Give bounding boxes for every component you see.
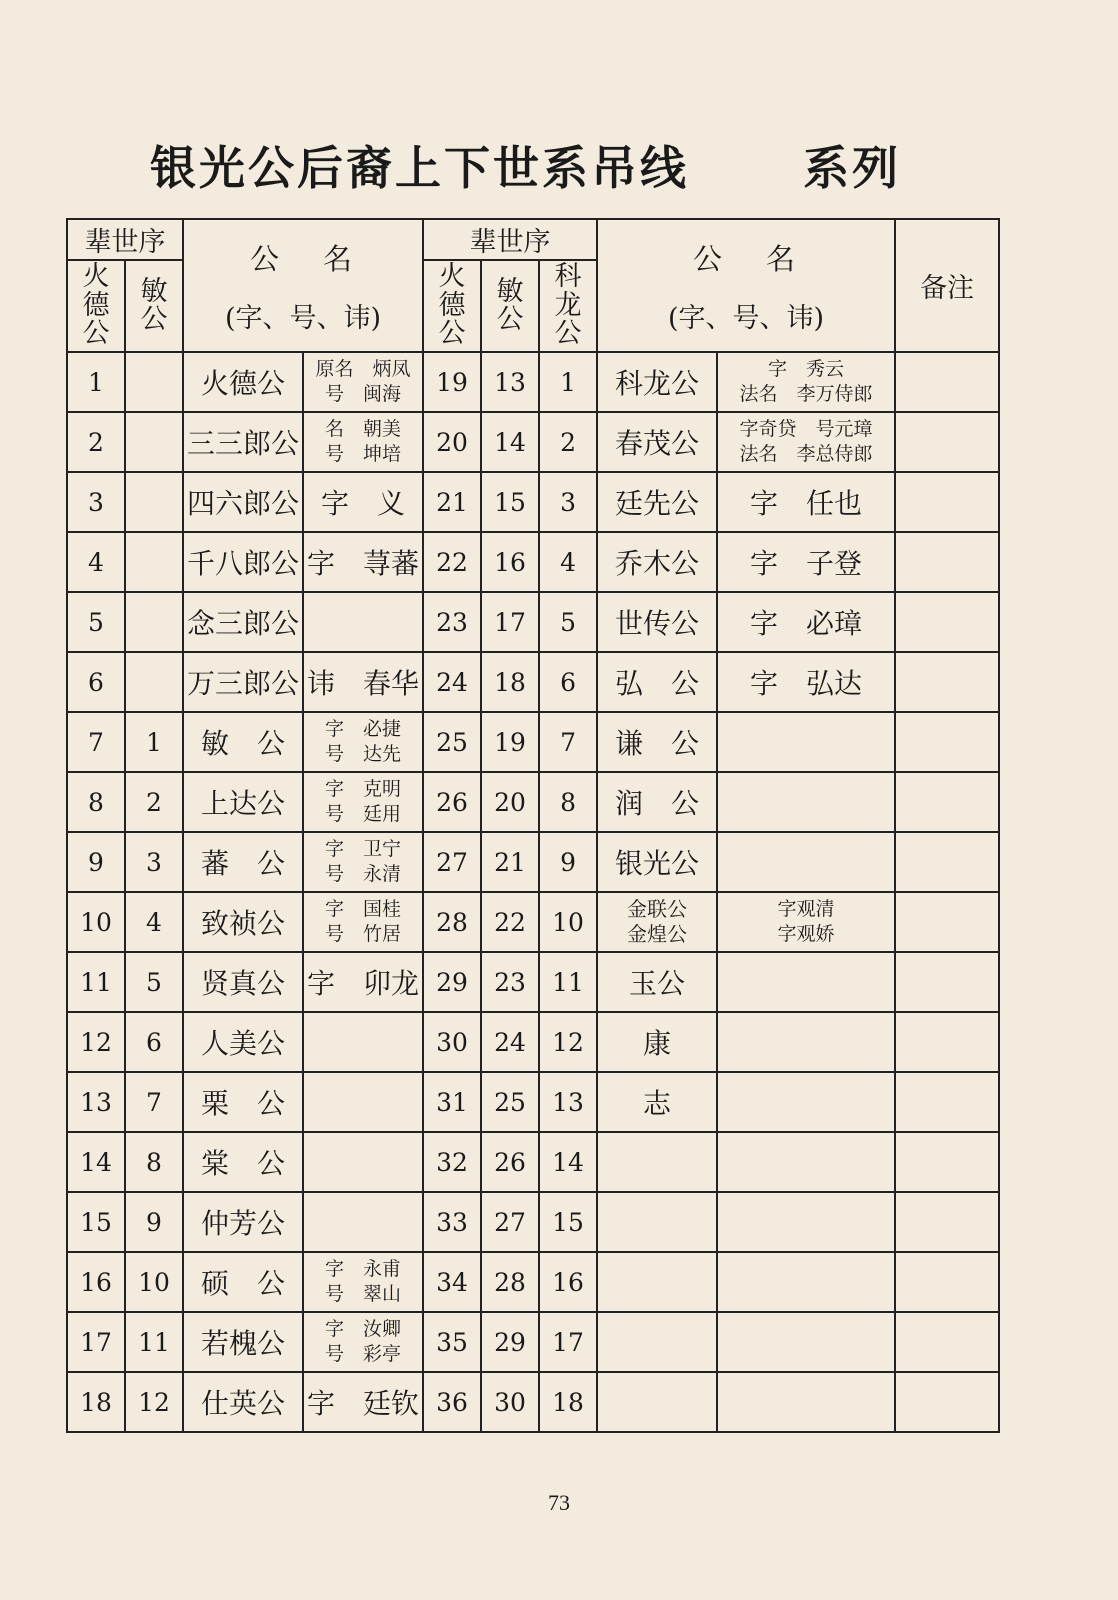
header-col-min-right [481,260,539,352]
gen-kelong-right: 15 [539,1192,597,1252]
table-row [67,892,999,952]
ancestor-alias-left: 字 永甫 号 翠山 [303,1252,423,1312]
header-col-kelong [539,260,597,352]
gen-kelong-right: 9 [539,832,597,892]
gen-huode-left: 6 [67,652,125,712]
table-row [67,1372,999,1432]
ancestor-name-left: 硕 公 [183,1252,303,1312]
gen-huode-right: 27 [423,832,481,892]
gen-min-left: 3 [125,832,183,892]
gen-kelong-right: 12 [539,1012,597,1072]
gen-min-right: 25 [481,1072,539,1132]
header-col-kelong-text: 科龙公 [554,261,582,350]
ancestor-name-right [597,1372,717,1432]
gen-kelong-right: 14 [539,1132,597,1192]
ancestor-alias-right [717,952,895,1012]
gen-min-right: 19 [481,712,539,772]
gen-min-left: 5 [125,952,183,1012]
ancestor-alias-left: 字 廷钦 [303,1372,423,1432]
remarks-cell [895,1252,999,1312]
gen-huode-left: 2 [67,412,125,472]
gen-huode-right: 21 [423,472,481,532]
header-name-right-title: 公名 [693,241,840,276]
gen-kelong-right: 16 [539,1252,597,1312]
gen-kelong-right: 3 [539,472,597,532]
ancestor-alias-right: 字 必璋 [717,592,895,652]
gen-huode-right: 34 [423,1252,481,1312]
gen-min-left [125,532,183,592]
ancestor-name-left: 敏 公 [183,712,303,772]
ancestor-name-right: 乔木公 [597,532,717,592]
ancestor-alias-left [303,1192,423,1252]
ancestor-alias-left: 字 卯龙 [303,952,423,1012]
header-name-right [597,219,895,352]
table-row [67,352,999,412]
gen-huode-right: 35 [423,1312,481,1372]
gen-min-right: 29 [481,1312,539,1372]
ancestor-name-right: 玉公 [597,952,717,1012]
ancestor-name-left: 念三郎公 [183,592,303,652]
ancestor-alias-left: 字 国桂 号 竹居 [303,892,423,952]
table-row [67,712,999,772]
table-row [67,532,999,592]
ancestor-alias-right: 字 弘达 [717,652,895,712]
gen-huode-right: 23 [423,592,481,652]
remarks-cell [895,352,999,412]
gen-kelong-right: 7 [539,712,597,772]
page-title: 银光公后裔上下世系吊线 系列 [150,141,902,195]
table-row [67,1012,999,1072]
ancestor-name-left: 棠 公 [183,1132,303,1192]
remarks-cell [895,592,999,652]
table-row [67,1312,999,1372]
ancestor-name-right [597,1252,717,1312]
ancestor-name-right: 世传公 [597,592,717,652]
ancestor-alias-left: 原名 炳凤 号 闽海 [303,352,423,412]
gen-min-right: 22 [481,892,539,952]
gen-kelong-right: 10 [539,892,597,952]
table-row [67,772,999,832]
gen-min-right: 15 [481,472,539,532]
gen-huode-right: 19 [423,352,481,412]
gen-min-left [125,592,183,652]
gen-min-left: 11 [125,1312,183,1372]
gen-kelong-right: 2 [539,412,597,472]
gen-huode-right: 31 [423,1072,481,1132]
remarks-cell [895,652,999,712]
remarks-cell [895,772,999,832]
ancestor-alias-left: 字 义 [303,472,423,532]
header-col-min-left-text: 敏公 [140,275,168,335]
gen-min-left: 2 [125,772,183,832]
ancestor-alias-right: 字观清 字观娇 [717,892,895,952]
ancestor-name-right [597,1192,717,1252]
gen-huode-right: 32 [423,1132,481,1192]
ancestor-alias-left [303,592,423,652]
gen-huode-left: 8 [67,772,125,832]
table-row [67,832,999,892]
table-row [67,1192,999,1252]
header-col-huode-left-text: 火德公 [82,261,110,350]
ancestor-name-right: 志 [597,1072,717,1132]
ancestor-alias-left [303,1132,423,1192]
gen-min-right: 21 [481,832,539,892]
gen-min-left [125,352,183,412]
header-name-left [183,219,423,352]
header-name-left-title: 公名 [250,241,397,276]
gen-min-right: 30 [481,1372,539,1432]
gen-min-right: 28 [481,1252,539,1312]
ancestor-name-right [597,1312,717,1372]
ancestor-name-left: 上达公 [183,772,303,832]
gen-huode-left: 5 [67,592,125,652]
gen-huode-left: 16 [67,1252,125,1312]
gen-huode-left: 10 [67,892,125,952]
table-row [67,1252,999,1312]
remarks-cell [895,412,999,472]
ancestor-name-right: 润 公 [597,772,717,832]
gen-min-right: 18 [481,652,539,712]
gen-huode-right: 28 [423,892,481,952]
header-col-huode-left [67,260,125,352]
ancestor-alias-left: 字 必捷 号 达先 [303,712,423,772]
gen-huode-left: 11 [67,952,125,1012]
gen-huode-right: 24 [423,652,481,712]
gen-kelong-right: 17 [539,1312,597,1372]
gen-min-right: 27 [481,1192,539,1252]
table-row [67,592,999,652]
table-row [67,472,999,532]
remarks-cell [895,952,999,1012]
gen-huode-left: 13 [67,1072,125,1132]
gen-huode-left: 7 [67,712,125,772]
gen-huode-right: 36 [423,1372,481,1432]
gen-kelong-right: 18 [539,1372,597,1432]
gen-min-left [125,412,183,472]
ancestor-alias-right [717,1312,895,1372]
gen-min-left: 4 [125,892,183,952]
ancestor-alias-right: 字 任也 [717,472,895,532]
gen-huode-left: 12 [67,1012,125,1072]
ancestor-name-left: 致祯公 [183,892,303,952]
gen-huode-right: 33 [423,1192,481,1252]
ancestor-alias-right: 字 秀云 法名 李万侍郎 [717,352,895,412]
gen-min-right: 23 [481,952,539,1012]
gen-huode-left: 18 [67,1372,125,1432]
remarks-cell [895,1072,999,1132]
gen-huode-left: 4 [67,532,125,592]
gen-min-left: 8 [125,1132,183,1192]
table-row [67,952,999,1012]
remarks-cell [895,1132,999,1192]
table-row [67,1132,999,1192]
gen-kelong-right: 5 [539,592,597,652]
gen-min-left: 7 [125,1072,183,1132]
ancestor-alias-right [717,1072,895,1132]
gen-huode-left: 1 [67,352,125,412]
gen-huode-left: 14 [67,1132,125,1192]
gen-kelong-right: 1 [539,352,597,412]
remarks-cell [895,532,999,592]
ancestor-name-left: 万三郎公 [183,652,303,712]
gen-huode-left: 3 [67,472,125,532]
gen-huode-right: 26 [423,772,481,832]
ancestor-name-left: 若槐公 [183,1312,303,1372]
gen-min-left: 6 [125,1012,183,1072]
header-generation-right: 辈世序 [423,219,597,260]
ancestor-alias-left [303,1012,423,1072]
header-name-right-sub: (字、号、讳) [668,302,825,334]
lineage-table [66,218,1000,1433]
remarks-cell [895,892,999,952]
gen-kelong-right: 4 [539,532,597,592]
remarks-cell [895,712,999,772]
ancestor-alias-right [717,712,895,772]
ancestor-name-left: 仕英公 [183,1372,303,1432]
header-col-min-right-text: 敏公 [496,275,524,335]
ancestor-name-right: 银光公 [597,832,717,892]
ancestor-alias-right [717,772,895,832]
header-col-huode-right-text: 火德公 [438,261,466,350]
gen-kelong-right: 13 [539,1072,597,1132]
ancestor-name-left: 四六郎公 [183,472,303,532]
gen-huode-right: 29 [423,952,481,1012]
ancestor-alias-left: 讳 春华 [303,652,423,712]
remarks-cell [895,1312,999,1372]
ancestor-name-left: 蕃 公 [183,832,303,892]
ancestor-name-right [597,1132,717,1192]
gen-huode-right: 30 [423,1012,481,1072]
gen-min-right: 14 [481,412,539,472]
ancestor-name-right: 谦 公 [597,712,717,772]
remarks-cell [895,1012,999,1072]
ancestor-alias-right [717,1372,895,1432]
ancestor-name-right: 科龙公 [597,352,717,412]
ancestor-name-right: 弘 公 [597,652,717,712]
gen-min-right: 26 [481,1132,539,1192]
gen-min-left: 12 [125,1372,183,1432]
gen-huode-right: 20 [423,412,481,472]
ancestor-alias-left: 字 汝卿 号 彩亭 [303,1312,423,1372]
ancestor-alias-right [717,1132,895,1192]
ancestor-alias-right [717,1192,895,1252]
ancestor-name-right: 康 [597,1012,717,1072]
ancestor-alias-right [717,1012,895,1072]
ancestor-alias-left: 字 卫宁 号 永清 [303,832,423,892]
gen-min-right: 20 [481,772,539,832]
ancestor-alias-right: 字奇贷 号元璋 法名 李总侍郎 [717,412,895,472]
table-row [67,652,999,712]
gen-kelong-right: 11 [539,952,597,1012]
ancestor-name-right: 金联公 金煌公 [597,892,717,952]
gen-min-right: 24 [481,1012,539,1072]
gen-min-left [125,652,183,712]
header-name-left-sub: (字、号、讳) [224,302,382,334]
header-remarks: 备注 [895,219,999,352]
gen-min-left: 1 [125,712,183,772]
header-col-min-left [125,260,183,352]
ancestor-alias-right [717,1252,895,1312]
ancestor-alias-right [717,832,895,892]
gen-min-left: 10 [125,1252,183,1312]
table-row [67,412,999,472]
ancestor-alias-left: 字 克明 号 廷用 [303,772,423,832]
gen-min-right: 16 [481,532,539,592]
ancestor-name-left: 栗 公 [183,1072,303,1132]
gen-huode-right: 22 [423,532,481,592]
gen-min-left [125,472,183,532]
ancestor-name-right: 春茂公 [597,412,717,472]
ancestor-name-left: 贤真公 [183,952,303,1012]
remarks-cell [895,832,999,892]
gen-min-right: 13 [481,352,539,412]
ancestor-alias-right: 字 子登 [717,532,895,592]
gen-kelong-right: 8 [539,772,597,832]
ancestor-alias-left: 名 朝美 号 坤培 [303,412,423,472]
table-row [67,1072,999,1132]
gen-huode-right: 25 [423,712,481,772]
header-generation-left: 辈世序 [67,219,183,260]
gen-huode-left: 9 [67,832,125,892]
page-number: 73 [548,1490,570,1515]
remarks-cell [895,1372,999,1432]
gen-huode-left: 15 [67,1192,125,1252]
ancestor-name-left: 人美公 [183,1012,303,1072]
ancestor-alias-left [303,1072,423,1132]
ancestor-name-left: 仲芳公 [183,1192,303,1252]
ancestor-name-left: 火德公 [183,352,303,412]
ancestor-name-right: 廷先公 [597,472,717,532]
gen-min-right: 17 [481,592,539,652]
ancestor-name-left: 三三郎公 [183,412,303,472]
ancestor-alias-left: 字 荨蕃 [303,532,423,592]
header-col-huode-right [423,260,481,352]
ancestor-name-left: 千八郎公 [183,532,303,592]
remarks-cell [895,1192,999,1252]
remarks-cell [895,472,999,532]
gen-min-left: 9 [125,1192,183,1252]
gen-kelong-right: 6 [539,652,597,712]
gen-huode-left: 17 [67,1312,125,1372]
